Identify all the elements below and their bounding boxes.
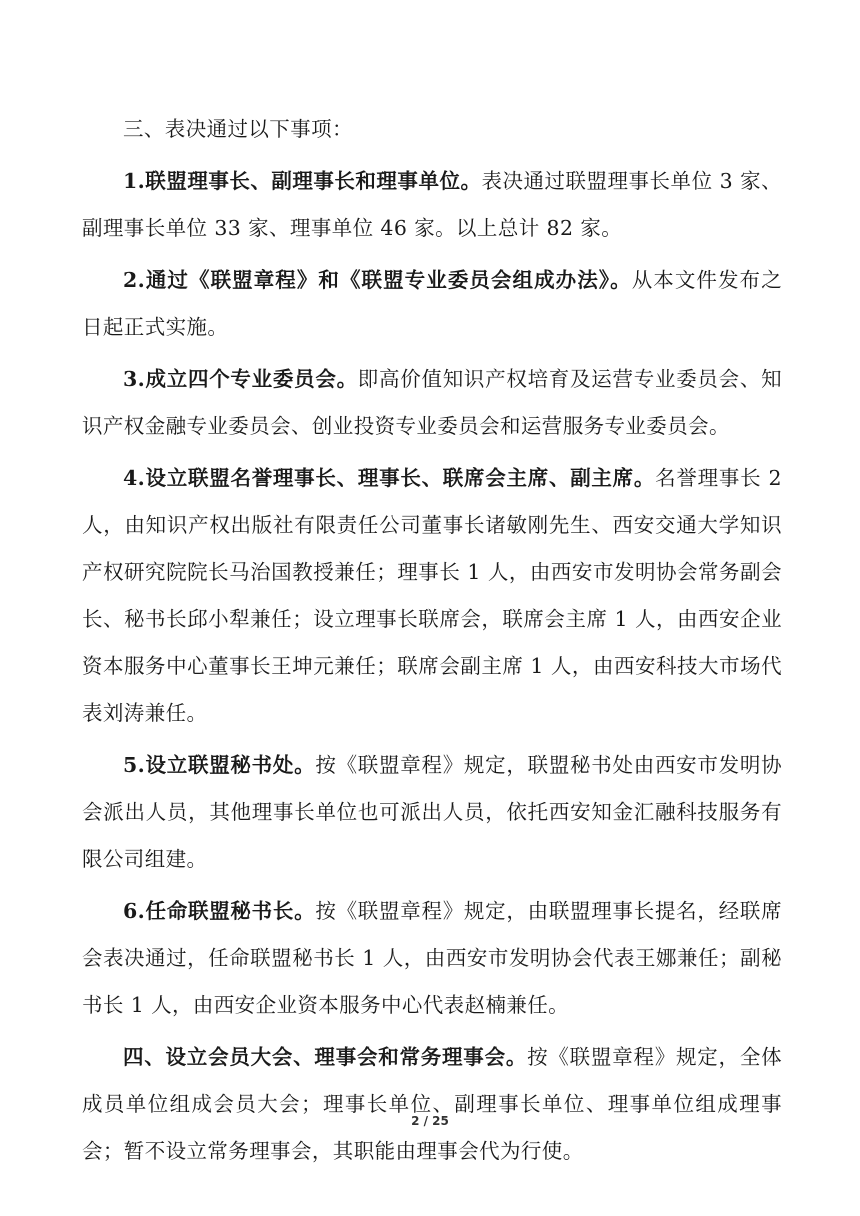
item-1-body: 表决通过联盟理事长单位 3 家、副理事长单位 33 家、理事单位 46 家。以上总计 82 家。 <box>82 169 782 240</box>
item-6-paragraph <box>82 888 782 1029</box>
item-2-paragraph <box>82 257 782 351</box>
section-four-body: 按《联盟章程》规定，全体成员单位组成会员大会；理事长单位、副理事长单位、理事单位组成理事会；暂不设立常务理事会，其职能由理事会代为行使。 <box>82 1045 782 1163</box>
item-1-paragraph <box>82 158 782 252</box>
item-4-body: 名誉理事长 2 人，由知识产权出版社有限责任公司董事长诸敏刚先生、西安交通大学知识产权研究院院长马治国教授兼任；理事长 1 人，由西安市发明协会常务副会长、秘书长邱小犁兼任；设立理事长联席会，联席会主席 1 人，由西安企业资本服务中心董事长王坤元兼任；联席会副主席 1 人，由西安科技大市场代表刘涛兼任。 <box>82 466 782 725</box>
item-5-lead: 5.设立联盟秘书处。 <box>123 753 316 777</box>
item-3-lead: 3.成立四个专业委员会。 <box>123 367 358 391</box>
section-four-lead: 四、设立会员大会、理事会和常务理事会。 <box>123 1045 528 1069</box>
item-3-paragraph <box>82 356 782 450</box>
item-4-lead: 4.设立联盟名誉理事长、理事长、联席会主席、副主席。 <box>123 466 656 490</box>
item-2-body: 从本文件发布之日起正式实施。 <box>82 268 782 339</box>
item-5-body: 按《联盟章程》规定，联盟秘书处由西安市发明协会派出人员，其他理事长单位也可派出人员，依托西安知金汇融科技服务有限公司组建。 <box>82 753 782 871</box>
item-6-lead: 6.任命联盟秘书长。 <box>123 899 316 923</box>
document-body <box>82 106 782 1175</box>
item-1-lead: 1.联盟理事长、副理事长和理事单位。 <box>123 169 482 193</box>
item-3-body: 即高价值知识产权培育及运营专业委员会、知识产权金融专业委员会、创业投资专业委员会和运营服务专业委员会。 <box>82 367 783 438</box>
section-heading-three: 三、表决通过以下事项： <box>123 117 353 141</box>
item-5-paragraph <box>82 742 782 883</box>
item-6-body: 按《联盟章程》规定，由联盟理事长提名，经联席会表决通过，任命联盟秘书长 1 人，由西安市发明协会代表王娜兼任；副秘书长 1 人，由西安企业资本服务中心代表赵楠兼任。 <box>82 899 782 1017</box>
section-four-paragraph <box>82 1034 782 1175</box>
item-4-paragraph <box>82 455 782 737</box>
page-number: 2 / 25 <box>411 1114 449 1128</box>
item-2-lead: 2.通过《联盟章程》和《联盟专业委员会组成办法》。 <box>123 268 632 292</box>
